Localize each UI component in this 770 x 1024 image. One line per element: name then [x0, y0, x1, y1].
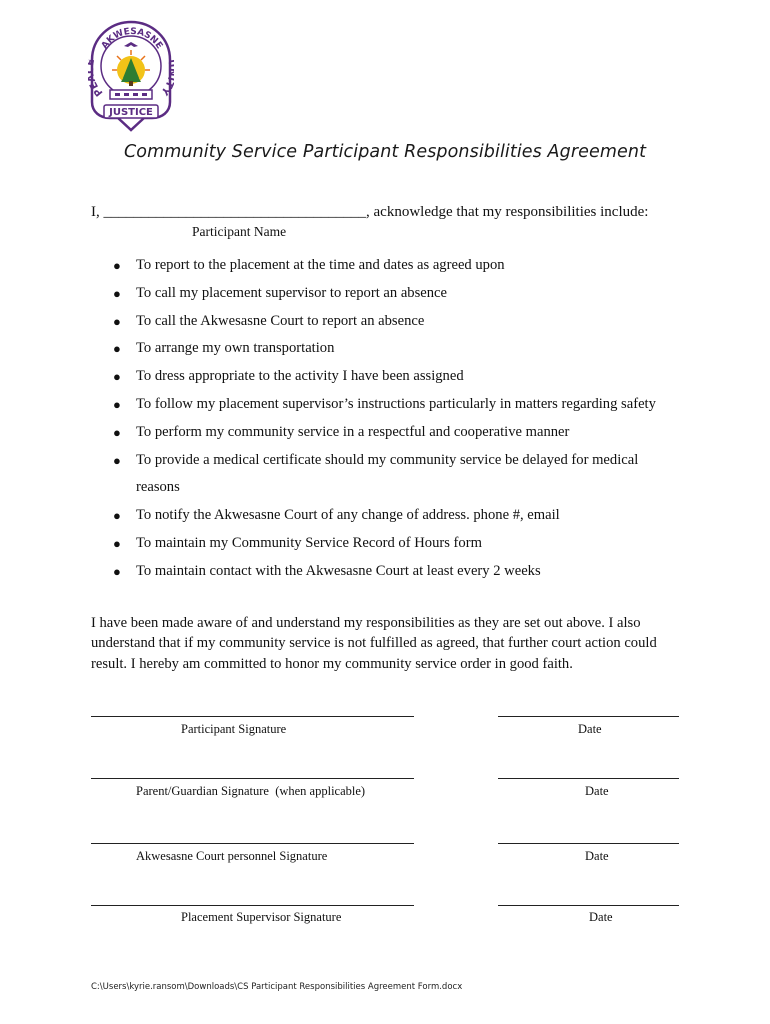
participant-signature-line[interactable] — [91, 716, 414, 717]
list-item — [113, 308, 713, 336]
file-path-footer: C:\Users\kyrie.ransom\Downloads\CS Participant Responsibilities Agreement Form.docx — [91, 982, 463, 992]
guardian-signature-line[interactable] — [91, 778, 414, 779]
participant-name-field[interactable]: ___________________________________ — [103, 204, 366, 220]
acknowledgement-prefix: I, — [91, 204, 100, 220]
supervisor-signature-line[interactable] — [91, 905, 414, 906]
list-item — [113, 280, 713, 308]
list-item — [113, 530, 713, 558]
acknowledgement-suffix: , acknowledge that my responsibilities include: — [366, 204, 649, 220]
bullet-icon: ● — [113, 313, 121, 329]
court-personnel-signature-line[interactable] — [91, 843, 414, 844]
bullet-icon: ● — [113, 563, 121, 579]
bullet-icon: ● — [113, 341, 121, 357]
supervisor-date-label: Date — [589, 910, 613, 924]
bullet-icon: ● — [113, 452, 121, 468]
logo-bottom-text: JUSTICE — [109, 107, 153, 118]
bullet-icon: ● — [113, 258, 121, 273]
list-item — [113, 502, 713, 530]
list-item-continuation: reasons — [136, 479, 180, 496]
list-item-text: To call my placement supervisor to report an absence — [136, 284, 448, 301]
list-item-text: To follow my placement supervisor’s instructions particularly in matters regarding safety — [136, 395, 656, 412]
list-item — [113, 363, 713, 391]
bullet-icon: ● — [113, 396, 121, 412]
document-title: Community Service Participant Responsibilities Agreement — [123, 142, 647, 162]
list-item-text: To report to the placement at the time and dates as agreed upon — [136, 257, 505, 273]
list-item — [113, 558, 713, 586]
court-personnel-signature-label: Akwesasne Court personnel Signature — [136, 849, 328, 863]
list-item-text: To call the Akwesasne Court to report an absence — [136, 312, 425, 329]
acknowledgement-line — [91, 204, 648, 221]
participant-signature-label: Participant Signature — [181, 722, 287, 736]
participant-date-label: Date — [578, 722, 602, 736]
understanding-statement: I have been made aware of and understand my responsibilities as they are set out above. I also understand that if my community service is not fulfilled as agreed, that further court action could result. I hereby am committed to honor my community service order in good faith. — [91, 615, 657, 672]
list-item-text: To notify the Akwesasne Court of any change of address. phone #, email — [136, 507, 560, 524]
responsibilities-list — [113, 252, 713, 586]
supervisor-date-line[interactable] — [498, 905, 679, 906]
participant-date-line[interactable] — [498, 716, 679, 717]
bullet-icon: ● — [113, 369, 121, 385]
list-item-text: To provide a medical certificate should my community service be delayed for medical — [136, 451, 639, 468]
list-item — [113, 419, 713, 447]
logo-right-text: TY — [158, 78, 174, 97]
participant-name-label: Participant Name — [192, 224, 287, 239]
akwesasne-justice-logo — [88, 20, 174, 132]
logo-top-text: AKWESASNE — [99, 26, 165, 52]
guardian-date-label: Date — [585, 784, 609, 798]
court-personnel-date-label: Date — [585, 849, 609, 863]
bullet-icon: ● — [113, 508, 121, 524]
logo-left-text: PE — [88, 79, 106, 99]
list-item-text: To arrange my own transportation — [136, 340, 335, 357]
bullet-icon: ● — [113, 535, 121, 551]
list-item-text: To maintain my Community Service Record of Hours form — [136, 534, 482, 551]
guardian-date-line[interactable] — [498, 778, 679, 779]
supervisor-signature-label: Placement Supervisor Signature — [181, 910, 342, 924]
bullet-icon: ● — [113, 424, 121, 440]
list-item — [113, 252, 713, 280]
list-item-text: To dress appropriate to the activity I have been assigned — [136, 368, 464, 385]
list-item — [113, 447, 713, 503]
list-item-text: To perform my community service in a respectful and cooperative manner — [136, 423, 570, 440]
guardian-signature-label: Parent/Guardian Signature (when applicable) — [136, 784, 366, 798]
bullet-icon: ● — [113, 285, 121, 301]
list-item-text: To maintain contact with the Akwesasne Court at least every 2 weeks — [136, 562, 541, 579]
list-item — [113, 335, 713, 363]
list-item — [113, 391, 713, 419]
court-personnel-date-line[interactable] — [498, 843, 679, 844]
